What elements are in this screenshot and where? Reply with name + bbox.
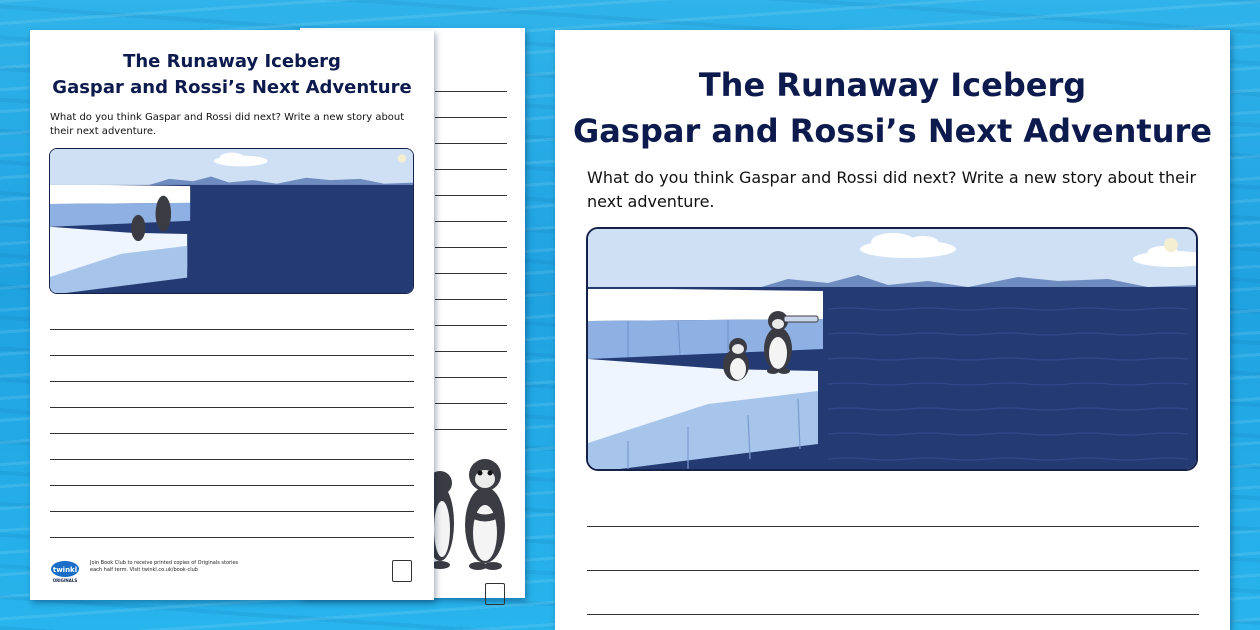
writing-line (50, 304, 414, 330)
small-prompt: What do you think Gaspar and Rossi did next? Write a new story about their next adventure. (50, 112, 405, 137)
writing-line (50, 408, 414, 434)
writing-line (435, 352, 507, 378)
writing-line (435, 248, 507, 274)
large-worksheet-page (555, 30, 1230, 630)
book-club-note: Join Book Club to receive printed copies of Originals stories each half term. Visit twinkl.co.uk/book-club (90, 560, 239, 573)
writing-line (435, 170, 507, 196)
penguin-pair-illustration (430, 453, 510, 573)
writing-line (50, 356, 414, 382)
writing-line (435, 326, 507, 352)
writing-line (50, 460, 414, 486)
twinkl-logo-box (485, 583, 505, 605)
large-iceberg-illustration (586, 227, 1198, 471)
writing-line (435, 378, 507, 404)
large-prompt: What do you think Gaspar and Rossi did next? Write a new story about their next adventure. (587, 168, 1197, 211)
writing-line (50, 382, 414, 408)
writing-line (435, 144, 507, 170)
writing-line (587, 483, 1199, 527)
writing-line (50, 434, 414, 460)
back-writing-lines (435, 66, 507, 430)
writing-line (435, 404, 507, 430)
writing-line (587, 571, 1199, 615)
writing-line (435, 92, 507, 118)
small-worksheet-page (30, 30, 434, 600)
writing-line (50, 330, 414, 356)
writing-line (435, 66, 507, 92)
brand-text: twinkl (52, 566, 78, 574)
writing-line (435, 118, 507, 144)
sun-icon (1164, 238, 1178, 252)
writing-line (587, 527, 1199, 571)
writing-line (435, 300, 507, 326)
twinkl-originals-logo (50, 560, 80, 584)
large-title-line2: Gaspar and Rossi’s Next Adventure (573, 112, 1212, 150)
writing-line (435, 274, 507, 300)
writing-line (50, 486, 414, 512)
large-writing-lines (587, 483, 1199, 615)
writing-line (435, 222, 507, 248)
large-title-line1: The Runaway Iceberg (698, 66, 1087, 104)
small-title-line1: The Runaway Iceberg (123, 51, 341, 72)
writing-line (50, 512, 414, 538)
small-writing-lines (50, 304, 414, 538)
small-iceberg-illustration (49, 148, 414, 294)
small-title-line2: Gaspar and Rossi’s Next Adventure (52, 77, 412, 98)
brand-sub-text: ORIGINALS (52, 578, 78, 583)
penguin-right-icon (465, 459, 505, 570)
twinkl-logo-box (392, 560, 412, 582)
writing-line (435, 196, 507, 222)
